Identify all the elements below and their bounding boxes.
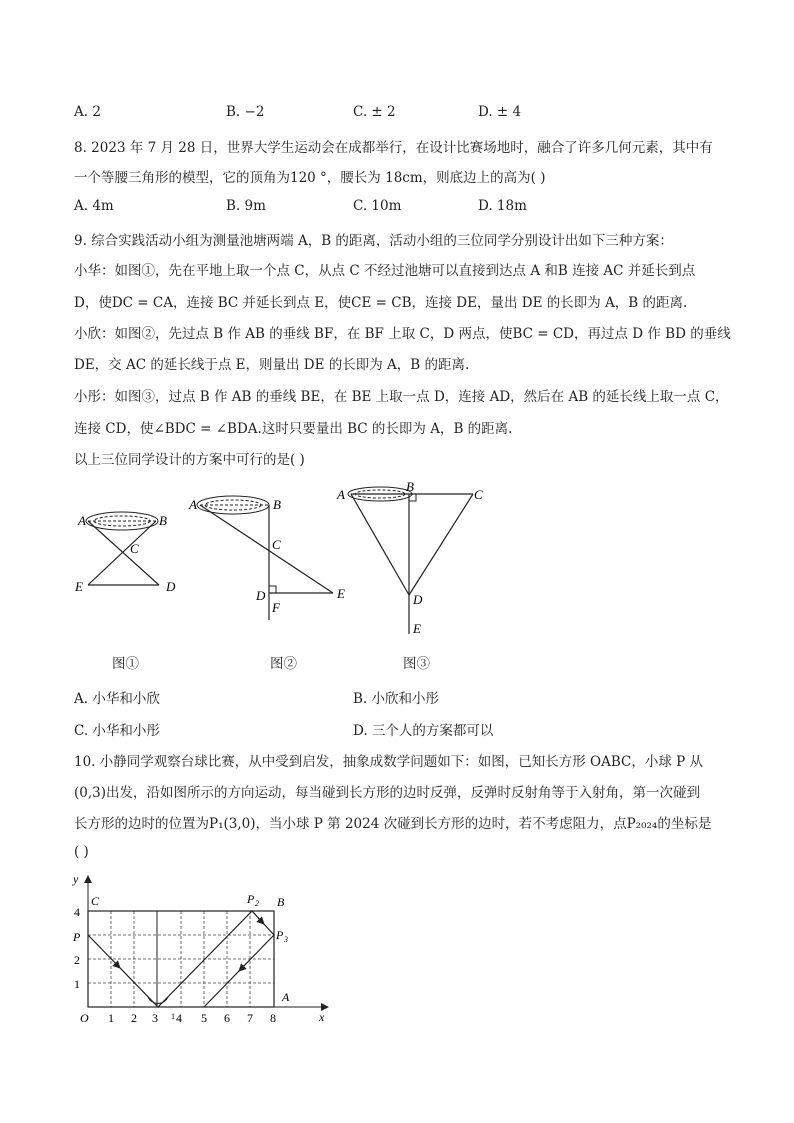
label-a: A [282, 990, 290, 1004]
x-tick-4: 4 [176, 1011, 182, 1025]
y-tick-1: 1 [74, 977, 80, 991]
q7-option-c: C. ± 2 [353, 104, 396, 120]
q9-line-5: DE，交 AC 的延长线于点 E，则量出 DE 的长即为 A，B 的距离. [74, 357, 470, 373]
fig3-caption: 图③ [403, 656, 430, 672]
q9-line-3: D，使DC = CA，连接 BC 并延长到点 E，使CE = CB，连接 DE，量出 DE 的长即为 A，B 的距离. [74, 295, 688, 311]
label-p3: P [276, 928, 284, 942]
fig2-label-c: C [272, 537, 281, 552]
q9-line-8: 以上三位同学设计的方案中可行的是( ) [74, 452, 305, 468]
q10-line-1: 10. 小静同学观察台球比赛，从中受到启发，抽象成数学问题如下：如图，已知长方形 OABC，小球 P 从 [74, 754, 704, 770]
origin-label: O [80, 1011, 89, 1025]
q7-option-a: A. 2 [74, 104, 101, 120]
grid [88, 911, 274, 1007]
q8-option-a: A. 4m [74, 198, 114, 214]
x-tick-8: 8 [270, 1011, 276, 1025]
y-tick-4: 4 [74, 905, 80, 919]
q9-option-a: A. 小华和小欣 [74, 691, 160, 707]
q10-line-4: ( ) [74, 844, 89, 860]
fig3-label-c: C [474, 487, 483, 502]
q8-line-1: 8. 2023 年 7 月 28 日，世界大学生运动会在成都举行，在设计比赛场地时，融合了许多几何元素，其中有 [74, 140, 713, 156]
q8-option-c: C. 10m [353, 198, 402, 214]
q7-option-d: D. ± 4 [478, 104, 522, 120]
fig1-caption: 图① [112, 656, 139, 672]
fig1-label-d: D [166, 579, 176, 594]
fig1-label-a: A [78, 513, 86, 528]
fig1-label-b: B [159, 513, 167, 528]
label-p1-sub: 1 [171, 1012, 175, 1021]
q10-billiard-graph [62, 866, 342, 1028]
q9-option-d: D. 三个人的方案都可以 [353, 723, 494, 739]
q8-line-2: 一个等腰三角形的模型，它的顶角为120 °，腰长为 18cm，则底边上的高为( ) [74, 170, 546, 186]
q9-line-2: 小华：如图①，先在平地上取一个点 C，从点 C 不经过池塘可以直接到达点 A 和B 连接 AC 并延长到点 [74, 263, 696, 279]
fig3-label-e: E [413, 621, 421, 636]
label-p: P [73, 930, 81, 944]
figure-2 [185, 490, 355, 625]
fig3-label-a: A [337, 487, 345, 502]
x-axis-label: x [319, 1010, 325, 1024]
figure-1 [70, 500, 190, 600]
fig2-label-d: D [256, 588, 266, 603]
q9-line-4: 小欣：如图②，先过点 B 作 AB 的垂线 BF，在 BF 上取 C，D 两点，使BC = CD，再过点 D 作 BD 的垂线 [74, 326, 731, 342]
y-tick-2: 2 [74, 953, 80, 967]
fig3-label-b: B [406, 479, 414, 494]
fig2-label-a: A [189, 497, 197, 512]
q7-option-b: B. −2 [226, 104, 265, 120]
x-tick-1: 1 [108, 1011, 114, 1025]
fig2-label-e: E [337, 586, 345, 601]
q9-line-1: 9. 综合实践活动小组为测量池塘两端 A，B 的距离，活动小组的三位同学分别设计出如下三种方案： [74, 233, 673, 249]
fig3-label-d: D [413, 592, 423, 607]
q9-option-b: B. 小欣和小彤 [353, 691, 440, 707]
label-b: B [277, 895, 285, 909]
q10-line-3: 长方形的边时的位置为P₁(3,0)，当小球 P 第 2024 次碰到长方形的边时，若不考虑阻力，点P₂₀₂₄的坐标是 [74, 816, 712, 832]
q8-option-d: D. 18m [478, 198, 527, 214]
q8-option-b: B. 9m [226, 198, 266, 214]
x-tick-3: 3 [152, 1011, 158, 1025]
fig2-label-f: F [272, 600, 280, 615]
fig2-label-b: B [273, 497, 281, 512]
fig1-label-c: C [130, 541, 139, 556]
fig1-pond [86, 512, 158, 530]
label-p2-sub: 2 [255, 899, 259, 908]
fig2-caption: 图② [270, 656, 297, 672]
fig1-label-e: E [75, 579, 83, 594]
x-tick-2: 2 [131, 1011, 137, 1025]
x-tick-6: 6 [224, 1011, 230, 1025]
q9-line-6: 小彤：如图③，过点 B 作 AB 的垂线 BE，在 BE 上取一点 D，连接 AD，然后在 AB 的延长线上取一点 C， [74, 389, 729, 405]
label-c: C [91, 894, 100, 908]
q9-line-7: 连接 CD，使∠BDC = ∠BDA.这时只要量出 BC 的长即为 A，B 的距离. [74, 421, 513, 437]
q10-line-2: (0,3)出发，沿如图所示的方向运动，每当碰到长方形的边时反弹，反弹时反射角等于入射角，第一次碰到 [74, 785, 701, 801]
label-p3-sub: 3 [284, 935, 288, 944]
q9-option-c: C. 小华和小彤 [74, 723, 160, 739]
y-axis-label: y [73, 872, 79, 886]
label-p2: P [247, 892, 255, 906]
x-tick-5: 5 [201, 1011, 207, 1025]
figure-3 [333, 478, 503, 638]
x-tick-7: 7 [247, 1011, 253, 1025]
